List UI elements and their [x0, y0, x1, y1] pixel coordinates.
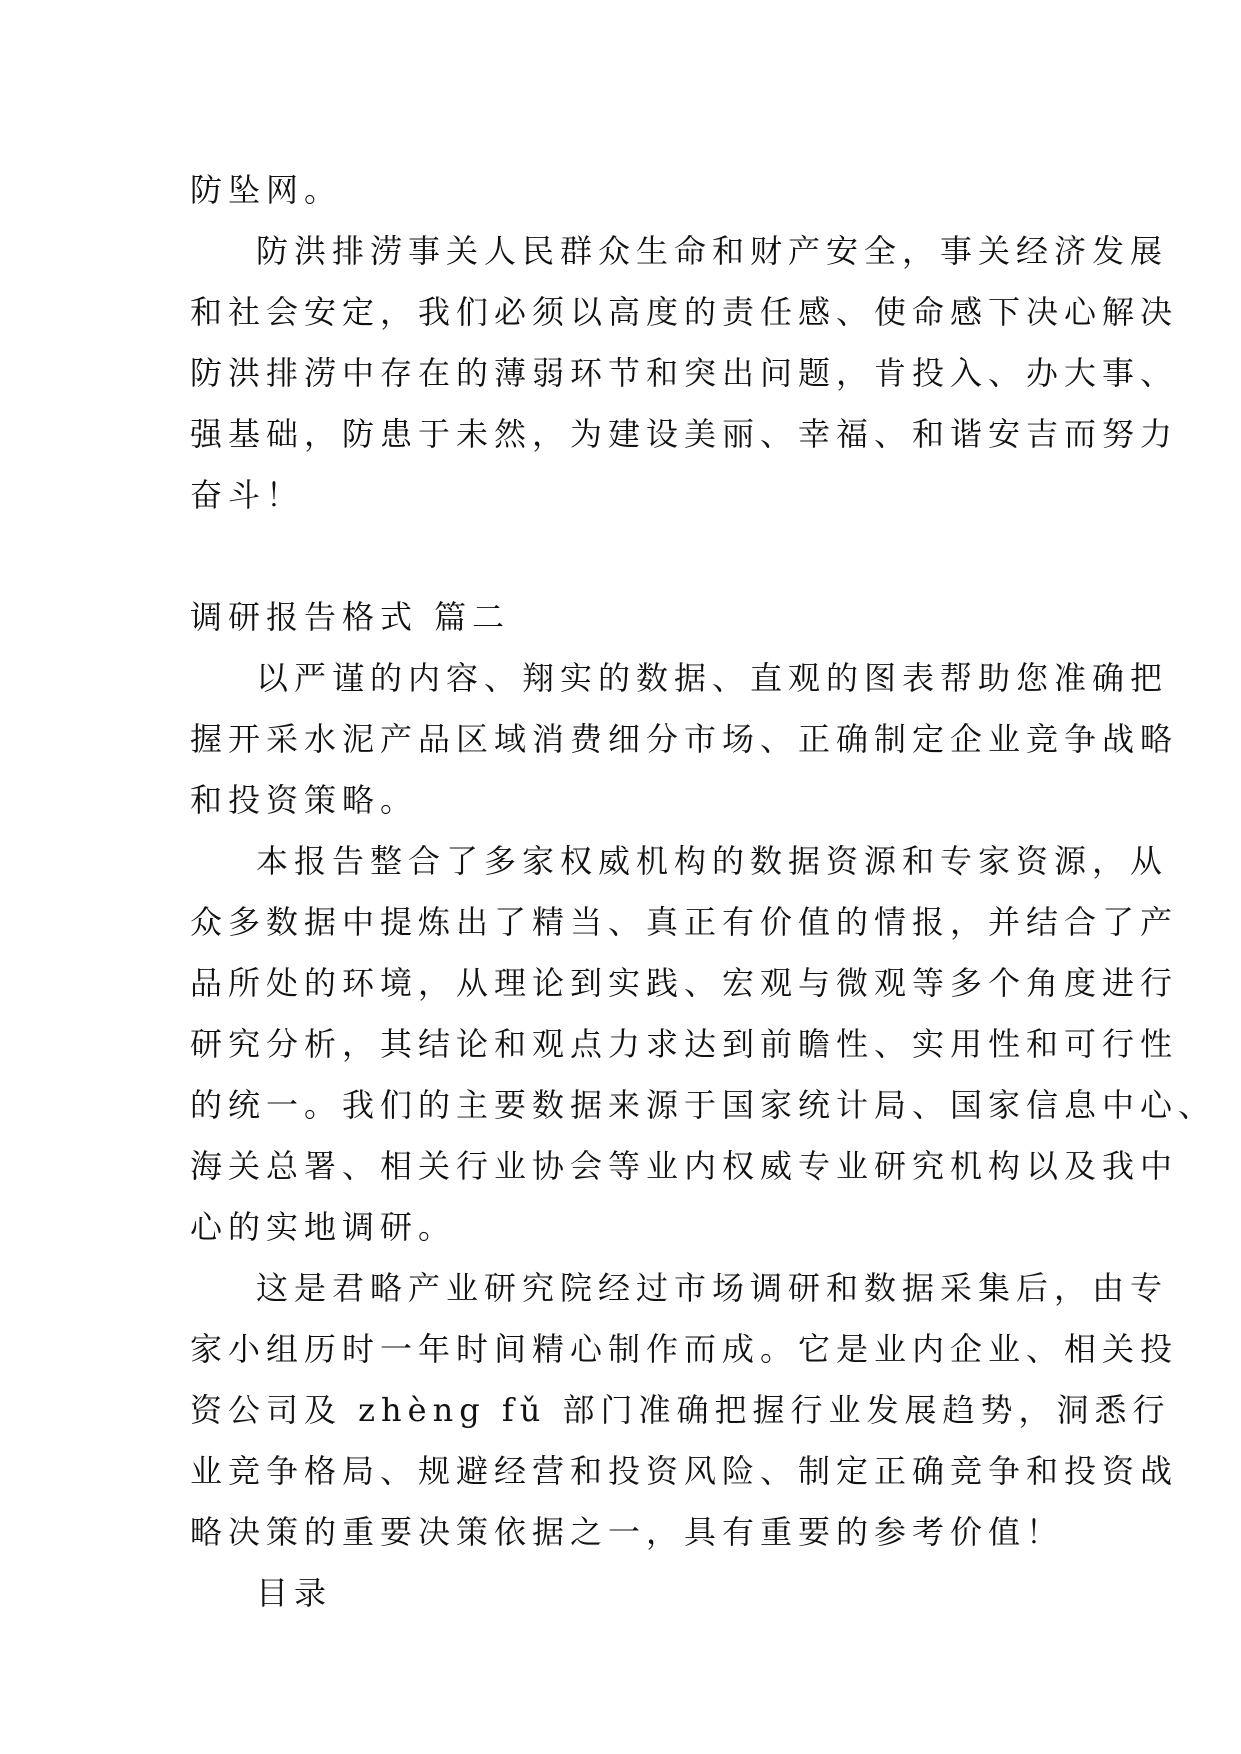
text-line: 众多数据中提炼出了精当、真正有价值的情报，并结合了产: [190, 903, 1179, 941]
text-line: 资公司及 zhèng fǔ 部门准确把握行业发展趋势，洞悉行: [190, 1391, 1171, 1429]
document-page: [190, 160, 1217, 1624]
text-line: 业竞争格局、规避经营和投资风险、制定正确竞争和投资战: [190, 1452, 1179, 1490]
text-line: 强基础，防患于未然，为建设美丽、幸福、和谐安吉而努力: [190, 415, 1179, 453]
text-line: 奋斗！: [190, 476, 305, 514]
text-line: 心的实地调研。: [190, 1208, 457, 1246]
text-line: 和社会安定，我们必须以高度的责任感、使命感下决心解决: [190, 293, 1179, 331]
text-line: 以严谨的内容、翔实的数据、直观的图表帮助您准确把: [256, 659, 1169, 697]
text-line: 和投资策略。: [190, 781, 419, 819]
text-line: 防坠网。: [190, 171, 343, 209]
text-line: 本报告整合了多家权威机构的数据资源和专家资源，从: [256, 842, 1169, 880]
toc-heading: 目录: [256, 1574, 333, 1612]
text-line: 的统一。我们的主要数据来源于国家统计局、国家信息中心、: [190, 1086, 1217, 1124]
text-line: 防洪排涝事关人民群众生命和财产安全，事关经济发展: [256, 232, 1169, 270]
text-line: 防洪排涝中存在的薄弱环节和突出问题，肯投入、办大事、: [190, 354, 1179, 392]
text-line: 海关总署、相关行业协会等业内权威专业研究机构以及我中: [190, 1147, 1179, 1185]
text-line: 品所处的环境，从理论到实践、宏观与微观等多个角度进行: [190, 964, 1179, 1002]
blank-line: [190, 526, 1090, 587]
text-line: 略决策的重要决策依据之一，具有重要的参考价值！: [190, 1513, 1065, 1551]
text-line: 握开采水泥产品区域消费细分市场、正确制定企业竞争战略: [190, 720, 1179, 758]
text-line: 研究分析，其结论和观点力求达到前瞻性、实用性和可行性: [190, 1025, 1179, 1063]
section-title: 调研报告格式 篇二: [190, 598, 511, 636]
text-line: 这是君略产业研究院经过市场调研和数据采集后，由专: [256, 1269, 1169, 1307]
text-line: 家小组历时一年时间精心制作而成。它是业内企业、相关投: [190, 1330, 1179, 1368]
